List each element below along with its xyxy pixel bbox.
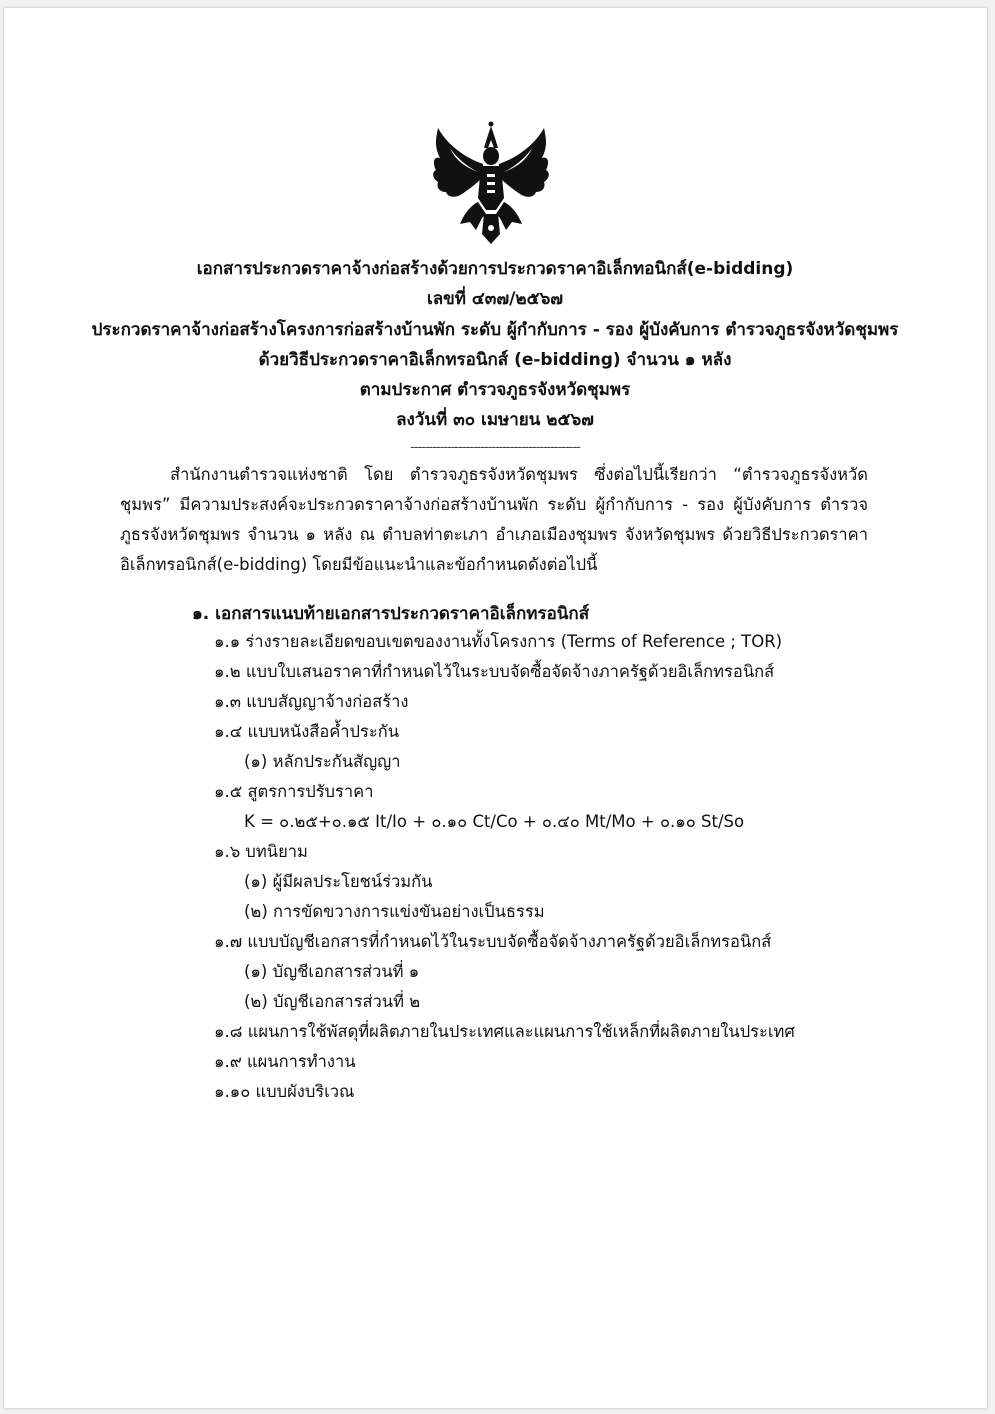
list-item: (๑) หลักประกันสัญญา [244, 752, 401, 771]
list-item: ๑.๑ ร่างรายละเอียดขอบเขตของงานทั้งโครงการ (Terms of Reference ; TOR) [214, 632, 783, 651]
project-title: ประกวดราคาจ้างก่อสร้างโครงการก่อสร้างบ้านพัก ระดับ ผู้กำกับการ - รอง ผู้บังคับการ ตำรวจภูธรจังหวัดชุมพร [91, 320, 899, 340]
list-item: (๑) ผู้มีผลประโยชน์ร่วมกัน [244, 872, 433, 891]
list-item: ๑.๕ สูตรการปรับราคา [214, 782, 374, 801]
announcement-date: ลงวันที่ ๓๐ เมษายน ๒๕๖๗ [396, 410, 594, 430]
list-item: ๑.๔ แบบหนังสือค้ำประกัน [214, 722, 399, 741]
section-1-title: ๑. เอกสารแนบท้ายเอกสารประกวดราคาอิเล็กทรอนิกส์ [192, 604, 590, 624]
list-item: ๑.๙ แผนการทำงาน [214, 1052, 356, 1071]
list-item: ๑.๓ แบบสัญญาจ้างก่อสร้าง [214, 692, 409, 711]
garuda-emblem-icon [426, 118, 556, 246]
intro-paragraph [120, 460, 868, 580]
list-item: ๑.๗ แบบบัญชีเอกสารที่กำหนดไว้ในระบบจัดซื้อจัดจ้างภาครัฐด้วยอิเล็กทรอนิกส์ [214, 932, 772, 951]
price-formula: K = ๐.๒๕+๐.๑๕ It/Io + ๐.๑๐ Ct/Co + ๐.๔๐ Mt/Mo + ๐.๑๐ St/So [244, 812, 745, 831]
document-number: เลขที่ ๔๓๗/๒๕๖๗ [426, 289, 564, 309]
project-method: ด้วยวิธีประกวดราคาอิเล็กทรอนิกส์ (e-bidding) จำนวน ๑ หลัง [258, 350, 732, 370]
list-item: ๑.๑๐ แบบผังบริเวณ [214, 1082, 355, 1101]
list-item: (๒) บัญชีเอกสารส่วนที่ ๒ [244, 992, 421, 1011]
intro-text: สำนักงานตำรวจแห่งชาติ โดย ตำรวจภูธรจังหวัดชุมพร ซึ่งต่อไปนี้เรียกว่า “ตำรวจภูธรจังหวัดชุมพร” มีความประสงค์จะประกวดราคาจ้างก่อสร้างบ้านพัก ระดับ ผู้กำกับการ - รอง ผู้บังคับการ ตำรวจภูธรจังหวัดชุมพร จำนวน ๑ หลัง ณ ตำบลท่าตะเภา อำเภอเมืองชุมพร จังหวัดชุมพร ด้วยวิธีประกวดราคาอิเล็กทรอนิกส์(e-bidding) โดยมีข้อแนะนำและข้อกำหนดดังต่อไปนี้ [120, 465, 868, 574]
list-item: ๑.๘ แผนการใช้พัสดุที่ผลิตภายในประเทศและแผนการใช้เหล็กที่ผลิตภายในประเทศ [214, 1022, 795, 1041]
divider: ---------------------------------------------- [410, 440, 580, 455]
list-item: ๑.๖ บทนิยาม [214, 842, 308, 861]
list-item: ๑.๒ แบบใบเสนอราคาที่กำหนดไว้ในระบบจัดซื้อจัดจ้างภาครัฐด้วยอิเล็กทรอนิกส์ [214, 662, 775, 681]
document-title: เอกสารประกวดราคาจ้างก่อสร้างด้วยการประกวดราคาอิเล็กทอนิกส์(e-bidding) [196, 259, 794, 279]
announcement-ref: ตามประกาศ ตำรวจภูธรจังหวัดชุมพร [359, 380, 631, 400]
list-item: (๑) บัญชีเอกสารส่วนที่ ๑ [244, 962, 420, 981]
list-item: (๒) การขัดขวางการแข่งขันอย่างเป็นธรรม [244, 902, 545, 921]
